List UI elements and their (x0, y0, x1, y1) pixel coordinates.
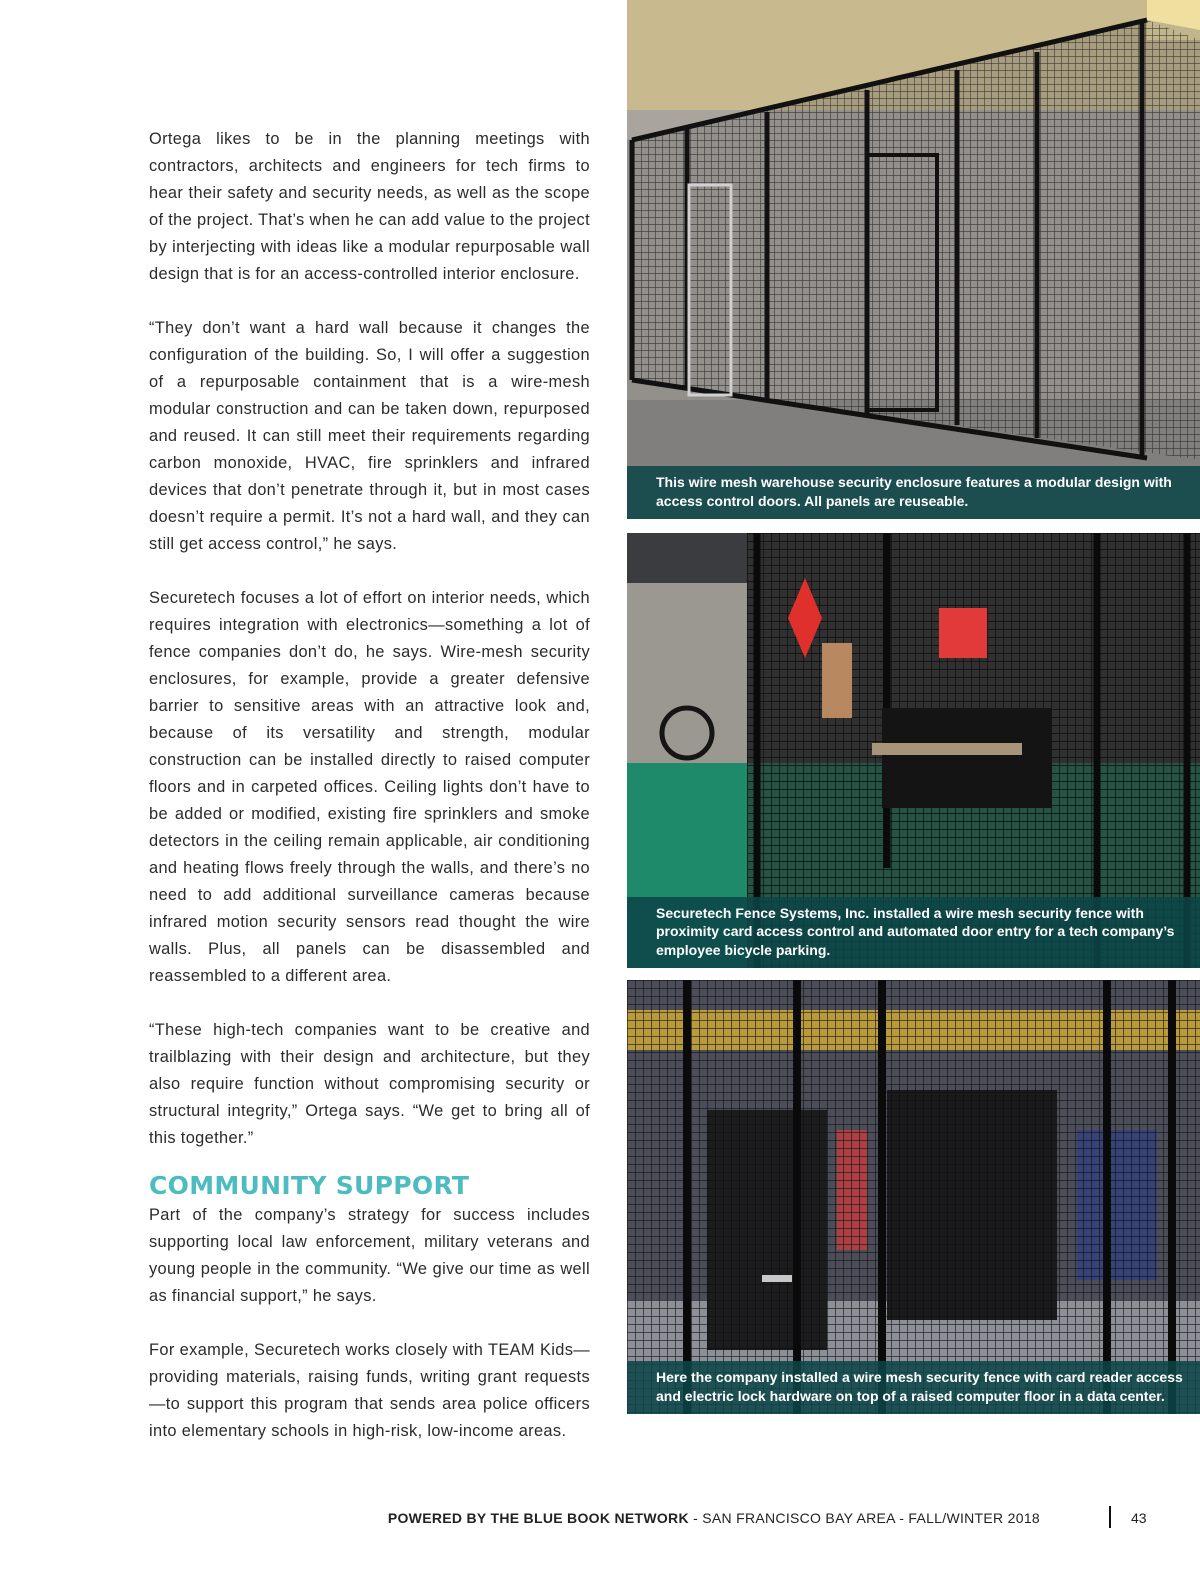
photo-caption-2: Securetech Fence Systems, Inc. installed a wire mesh security fence with proximity card access control and automated door entry for a tech company’s employee bicycle parking. (627, 897, 1200, 969)
paragraph-6: For example, Securetech works closely with TEAM Kids—providing materials, raising funds, writing grant requests—to support this program that sends area police officers into elementary schools in high-risk, low-income areas. (149, 1341, 590, 1440)
footer-edition: - SAN FRANCISCO BAY AREA - FALL/WINTER 2018 (688, 1510, 1040, 1526)
paragraph-3: Securetech focuses a lot of effort on interior needs, which requires integration with electronics—something a lot of fence companies don’t do, he says. Wire-mesh security enclosures, for example, provide a greater defensive barrier to sensitive areas with an attractive look and, because of its versatility and strength, modular construction can be installed directly to raised computer floors and in carpeted offices. Ceiling lights don’t have to be added or modified, existing fire sprinklers and smoke detectors in the ceiling remain applicable, air conditioning and heating flows freely through the walls, and there’s no need to add additional surveillance cameras because infrared motion security sensors read thought the wire walls. Plus, all panels can be disassembled and reassembled to a different area. (149, 589, 590, 985)
photo-warehouse-enclosure (627, 0, 1200, 519)
page-footer (0, 1506, 1150, 1530)
paragraph-5: Part of the company’s strategy for success includes supporting local law enforcement, military veterans and young people in the community. “We give our time as well as financial support,” he says. (149, 1206, 590, 1305)
footer-brand: POWERED BY THE BLUE BOOK NETWORK (387, 1510, 689, 1526)
photo-bicycle-parking (627, 533, 1200, 968)
paragraph-2: “They don’t want a hard wall because it changes the configuration of the building. So, I will offer a suggestion of a repurposable containment that is a wire-mesh modular construction and can be taken down, repurposed and reused. It can still meet their requirements regarding carbon monoxide, HVAC, fire sprinklers and infrared devices that don’t penetrate through it, but in most cases doesn’t require a permit. It’s not a hard wall, and they can still get access control,” he says. (149, 319, 590, 553)
paragraph-4: “These high-tech companies want to be creative and trailblazing with their design and architecture, but they also require function without compromising security or structural integrity,” Ortega says. “We get to bring all of this together.” (149, 1021, 590, 1147)
data-center-image (627, 980, 1200, 1414)
article-body (149, 126, 590, 1445)
footer-divider (1109, 1506, 1111, 1528)
paragraph-1: Ortega likes to be in the planning meetings with contractors, architects and engineers for tech firms to hear their safety and security needs, as well as the scope of the project. That’s when he can add value to the project by interjecting with ideas like a modular repurposable wall design that is for an access-controlled interior enclosure. (149, 130, 591, 283)
footer-publication (388, 1506, 1040, 1530)
photo-caption-3: Here the company installed a wire mesh security fence with card reader access and electric lock hardware on top of a raised computer floor in a data center. (627, 1361, 1200, 1414)
warehouse-enclosure-image (627, 0, 1200, 519)
section-heading: COMMUNITY SUPPORT (149, 1171, 470, 1200)
photo-data-center (627, 980, 1200, 1414)
photo-caption-1: This wire mesh warehouse security enclosure features a modular design with access control doors. All panels are reuseable. (627, 466, 1200, 519)
page-number: 43 (1131, 1510, 1147, 1526)
